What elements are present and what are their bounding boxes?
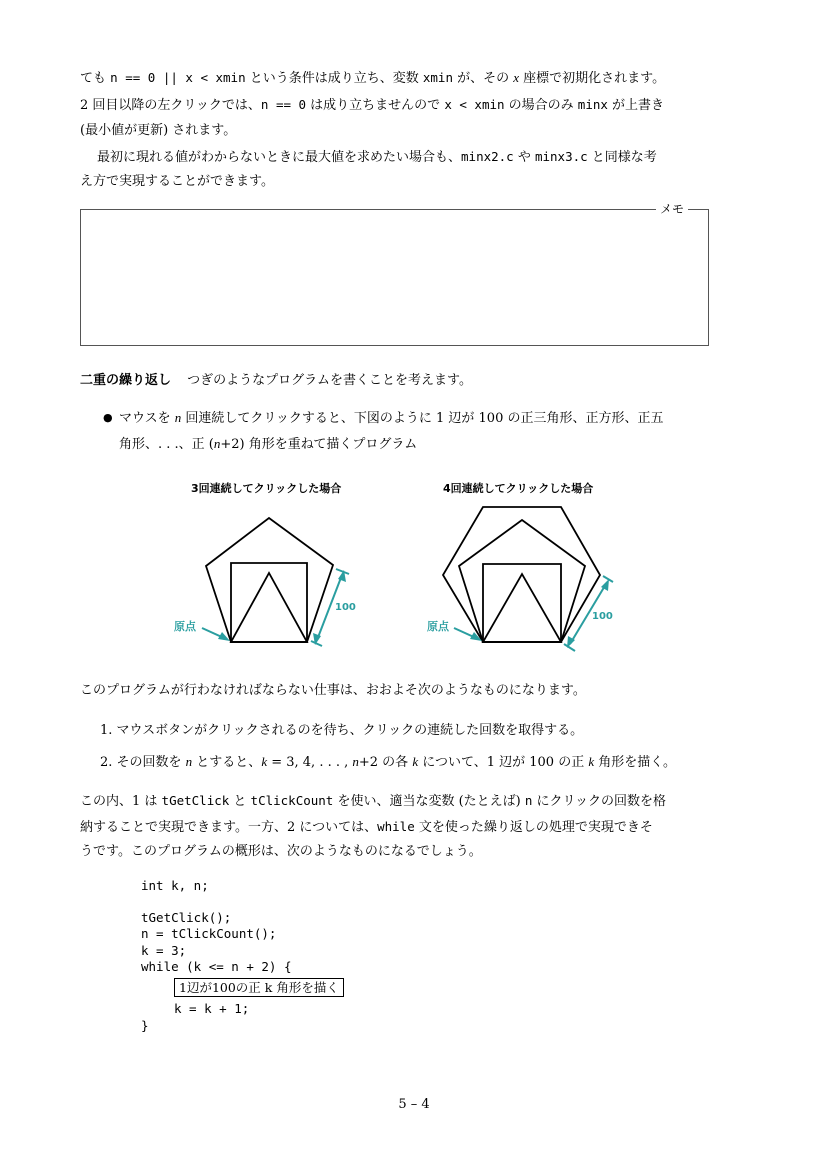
origin-label-right: 原点 bbox=[427, 620, 449, 633]
pentagon-left bbox=[206, 518, 333, 642]
text: 文を使った繰り返しの処理で実現できそ bbox=[414, 820, 653, 835]
explain-line-2 bbox=[80, 818, 653, 837]
code-line-8: } bbox=[141, 1018, 149, 1033]
triangle-left bbox=[231, 573, 307, 642]
code-inline: while bbox=[377, 819, 415, 834]
code-inline: tClickCount bbox=[250, 793, 334, 808]
text: の場合のみ bbox=[504, 98, 578, 113]
code-inline: xmin bbox=[422, 70, 453, 85]
text: 座標で初期化されます。 bbox=[519, 71, 666, 86]
side-label-left: 100 bbox=[335, 602, 356, 613]
explain-line-3: うです。このプログラムの概形は、次のようなものになるでしょう。 bbox=[80, 844, 482, 859]
math-var: k bbox=[588, 754, 595, 769]
code-inline: minx bbox=[577, 97, 608, 112]
triangle-right bbox=[483, 574, 561, 642]
task-item-2 bbox=[100, 753, 676, 772]
math-var: n bbox=[213, 436, 221, 451]
text: と bbox=[229, 794, 251, 809]
text: 納することで実現できます。一方、2 については、 bbox=[80, 820, 378, 835]
code-inline: minx3.c bbox=[534, 149, 588, 164]
text: は成り立ちませんので bbox=[306, 98, 445, 113]
math-var: n bbox=[185, 754, 193, 769]
bullet-dot: ● bbox=[103, 411, 113, 424]
text: と同様な考 bbox=[587, 150, 657, 165]
math-var: k bbox=[261, 754, 268, 769]
text: や bbox=[513, 150, 535, 165]
text: +2 の各 bbox=[358, 755, 413, 770]
text: マウスを bbox=[119, 411, 175, 426]
memo-label: メモ bbox=[656, 201, 688, 217]
code-line-2: tGetClick(); bbox=[141, 910, 232, 925]
code-inline: n == 0 || x < xmin bbox=[110, 70, 246, 85]
math-var: k bbox=[412, 754, 419, 769]
section-lead: つぎのようなプログラムを書くことを考えます。 bbox=[187, 373, 472, 388]
code-line-4: k = 3; bbox=[141, 943, 187, 958]
section-heading: 二重の繰り返し bbox=[80, 373, 172, 388]
code-inline: n == 0 bbox=[260, 97, 307, 112]
pentagon-right bbox=[459, 520, 585, 642]
figure-left-title: 3回連続してクリックした場合 bbox=[191, 482, 342, 495]
text: という条件は成り立ち、変数 bbox=[245, 71, 423, 86]
text: が上書き bbox=[607, 98, 665, 113]
text: 回連続してクリックすると、下図のように 1 辺が 100 の正三角形、正方形、正五 bbox=[181, 411, 664, 426]
text: とすると、 bbox=[192, 755, 262, 770]
code-inline: minx2.c bbox=[461, 149, 514, 164]
text: = 3, 4, . . . , bbox=[267, 755, 353, 770]
text: +2) 角形を重ねて描くプログラム bbox=[220, 437, 418, 452]
math-var: n bbox=[174, 410, 182, 425]
annotations-right bbox=[454, 576, 613, 651]
text: 角形を描く。 bbox=[594, 755, 676, 770]
text: について、1 辺が 100 の正 bbox=[418, 755, 589, 770]
code-line-1: int k, n; bbox=[141, 878, 209, 893]
text: ても bbox=[80, 71, 111, 86]
code-line-3: n = tClickCount(); bbox=[141, 926, 277, 941]
code-placeholder-box: 1辺が100の正 k 角形を描く bbox=[174, 978, 344, 997]
math-var: x bbox=[513, 70, 520, 85]
page-number: 5 – 4 bbox=[398, 1097, 430, 1112]
task-item-1: 1. マウスボタンがクリックされるのを待ち、クリックの連続した回数を取得する。 bbox=[100, 723, 584, 738]
code-inline: x < xmin bbox=[444, 97, 505, 112]
explain-line-1 bbox=[80, 792, 666, 811]
math-var: n bbox=[352, 754, 359, 769]
figure-right bbox=[443, 507, 600, 642]
text: を使い、適当な変数 (たとえば) bbox=[333, 794, 525, 809]
text: 2. その回数を bbox=[100, 755, 186, 770]
text: この内、1 は bbox=[80, 794, 162, 809]
figure-right-title: 4回連続してクリックした場合 bbox=[443, 482, 594, 495]
origin-label-left: 原点 bbox=[174, 620, 196, 633]
code-line-7: k = k + 1; bbox=[174, 1001, 250, 1016]
side-label-right: 100 bbox=[592, 611, 613, 622]
code-line-5: while (k <= n + 2) { bbox=[141, 959, 292, 974]
tasks-intro: このプログラムが行わなければならない仕事は、おおよそ次のようなものになります。 bbox=[80, 683, 586, 698]
code-inline: n bbox=[524, 793, 533, 808]
text: 角形、. . .、正 ( bbox=[119, 437, 214, 452]
intro-line-5: え方で実現することができます。 bbox=[80, 174, 274, 189]
text: 2 回目以降の左クリックでは、 bbox=[80, 98, 261, 113]
text: が、その bbox=[452, 71, 514, 86]
text: 最初に現れる値がわからないときに最大値を求めたい場合も、 bbox=[97, 150, 462, 165]
figure-left bbox=[206, 518, 333, 642]
code-inline: tGetClick bbox=[161, 793, 230, 808]
intro-line-3: (最小値が更新) されます。 bbox=[80, 123, 237, 138]
text: にクリックの回数を格 bbox=[532, 794, 667, 809]
